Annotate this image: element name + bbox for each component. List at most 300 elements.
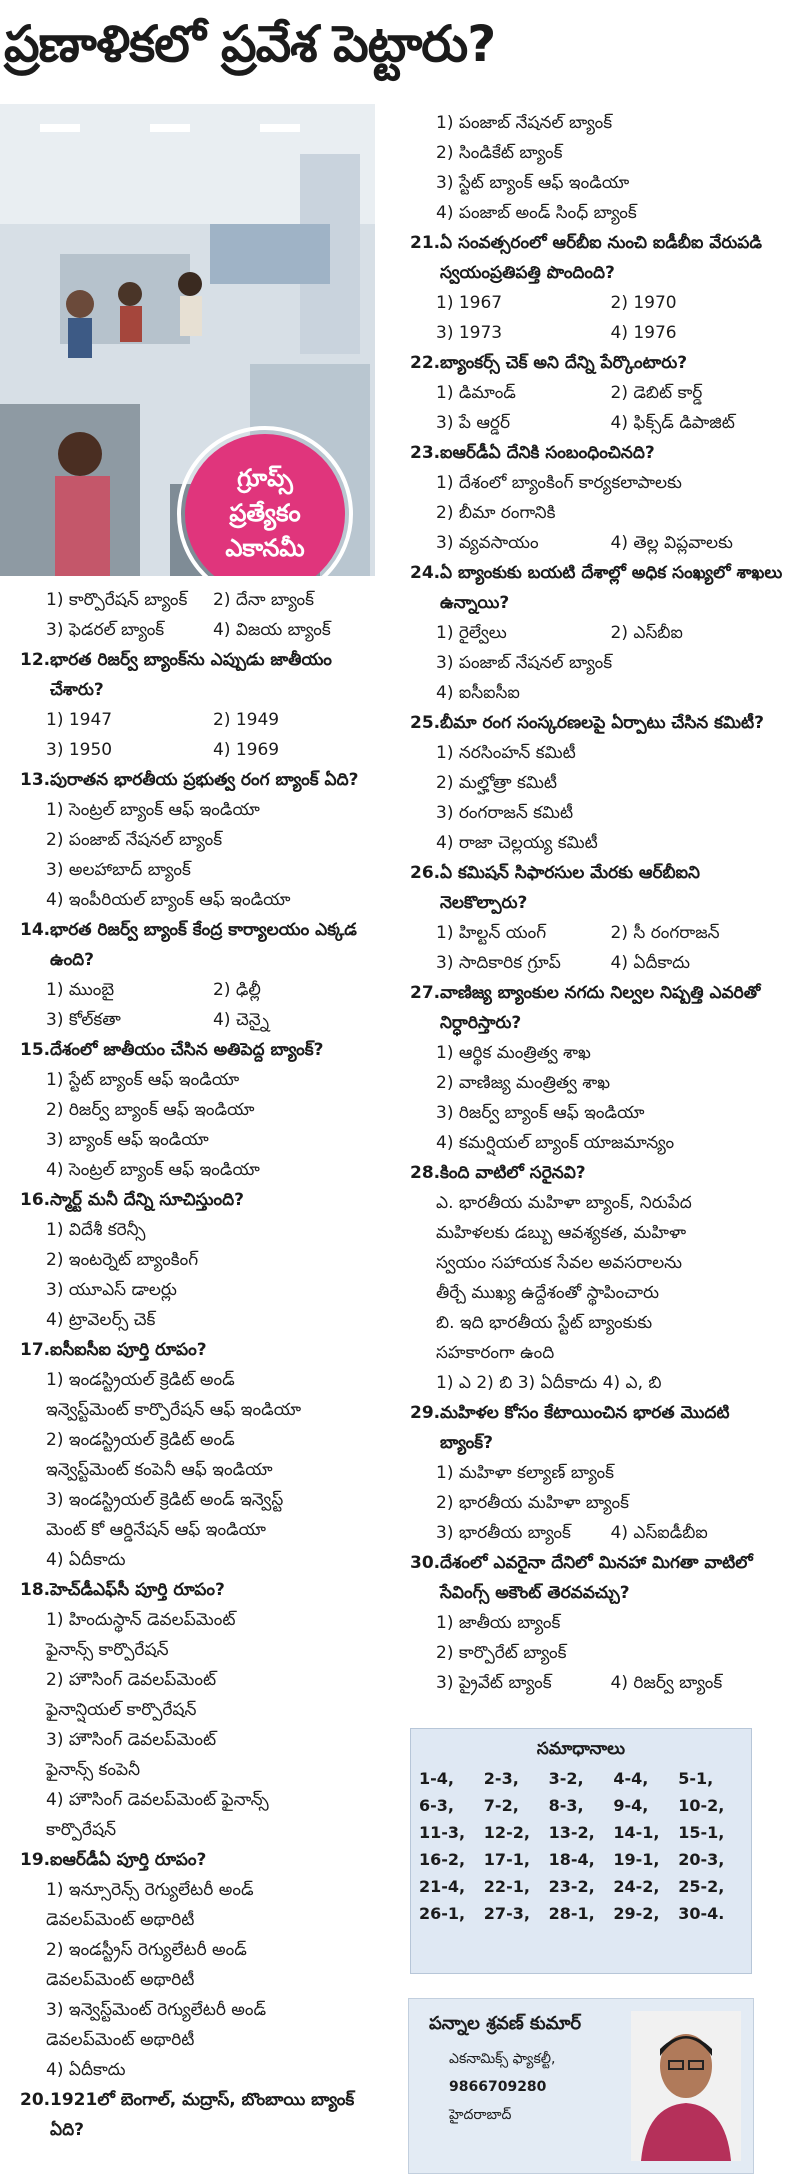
- option: బి. ఇది భారతీయ స్టేట్ బ్యాంకుకు: [436, 1313, 653, 1333]
- option: 4) ఏదీకాదు: [610, 953, 691, 973]
- option-row: [46, 1245, 380, 1275]
- question-options: [20, 1215, 380, 1335]
- option: 1) దేశంలో బ్యాంకింగ్ కార్యకలాపాలకు: [436, 473, 682, 493]
- option-row: [436, 1368, 785, 1398]
- answers-title: సమాధానాలు: [536, 1739, 626, 1759]
- question-number: 17.: [20, 1340, 51, 1360]
- option-row: [436, 1518, 785, 1548]
- answer-item: 22-1,: [483, 1877, 530, 1896]
- answer-item: 19-1,: [613, 1850, 660, 1869]
- question-options: [410, 1038, 785, 1158]
- option-row: [46, 1425, 380, 1455]
- option-row: [46, 1365, 380, 1395]
- option: 1) ఎ 2) బి 3) ఏదీకాదు 4) ఎ, బి: [436, 1373, 662, 1393]
- option: 2) రిజర్వ్ బ్యాంక్ ఆఫ్ ఇండియా: [46, 1100, 255, 1120]
- option-row: [436, 318, 785, 348]
- option: 4) తెల్ల విప్లవాలకు: [610, 533, 733, 553]
- option: 3) సాదికారిక గ్రూప్: [436, 953, 561, 973]
- question-number: 28.: [410, 1163, 441, 1183]
- option: 1) ఆర్థిక మంత్రిత్వ శాఖ: [436, 1043, 591, 1063]
- option-row: [436, 108, 785, 138]
- option: 3) స్టేట్ బ్యాంక్ ఆఫ్ ఇండియా: [436, 173, 630, 193]
- question-title: [20, 915, 380, 975]
- answer-item: 12-2,: [483, 1823, 530, 1842]
- q20-options: [410, 108, 785, 228]
- option-row: [436, 1458, 785, 1488]
- question-text: ఏ సంవత్సరంలో ఆర్‌బీఐ నుంచి ఐడీబీఐ వేరుపడి స్వయంప్రతిపత్తి పొందింది?: [440, 233, 762, 283]
- answer-item: 14-1,: [613, 1823, 660, 1842]
- section-badge: [175, 424, 355, 576]
- option: డెవలప్‌మెంట్ అథారిటీ: [46, 1910, 195, 1930]
- option: 1) 1947: [46, 710, 113, 730]
- option-row: [46, 2025, 380, 2055]
- option: 2) మల్హోత్రా కమిటీ: [436, 773, 557, 793]
- option: 1) స్టేట్ బ్యాంక్ ఆఫ్ ఇండియా: [46, 1070, 240, 1090]
- answer-item: 28-1,: [548, 1904, 595, 1923]
- question-title: [20, 1035, 380, 1065]
- badge-line1: గ్రూప్స్: [237, 464, 293, 492]
- question-text: భారత రిజర్వ్ బ్యాంక్‌ను ఎప్పుడు జాతీయం చేశారు?: [50, 650, 332, 700]
- option-row: [46, 1965, 380, 1995]
- question-item: [410, 228, 785, 348]
- question-text: ఐఆర్‌డీఏ పూర్తి రూపం?: [50, 1850, 207, 1870]
- question-options: [20, 975, 380, 1035]
- author-city: హైదరాబాద్: [449, 2107, 512, 2123]
- author-role: ఎకనామిక్స్ ఫ్యాకల్టీ,: [449, 2051, 556, 2067]
- option: 3) భారతీయ బ్యాంక్: [436, 1523, 571, 1543]
- option: 3) బ్యాంక్ ఆఫ్ ఇండియా: [46, 1130, 209, 1150]
- question-number: 27.: [410, 983, 441, 1003]
- option-row: [46, 885, 380, 915]
- option: 3) ఇండస్ట్రియల్ క్రెడిట్ అండ్ ఇన్వెస్ట్: [46, 1490, 284, 1510]
- question-item: [410, 1158, 785, 1398]
- option-row: [46, 1995, 380, 2025]
- option-row: [436, 498, 785, 528]
- option: 4) ఇంపీరియల్ బ్యాంక్ ఆఫ్ ఇండియా: [46, 890, 291, 910]
- option-row: [46, 1155, 380, 1185]
- answer-item: 13-2,: [548, 1823, 595, 1842]
- option: 1) కార్పొరేషన్ బ్యాంక్: [46, 590, 188, 610]
- question-item: [410, 708, 785, 858]
- answer-item: 30-4.: [678, 1904, 725, 1923]
- answer-item: 29-2,: [613, 1904, 660, 1923]
- badge-line2: ప్రత్యేకం: [229, 499, 301, 527]
- answer-item: 23-2,: [548, 1877, 595, 1896]
- option: 1) సెంట్రల్ బ్యాంక్ ఆఫ్ ఇండియా: [46, 800, 260, 820]
- option: 2) డెబిట్ కార్డ్: [610, 383, 703, 403]
- question-title: [20, 645, 380, 705]
- question-number: 24.: [410, 563, 441, 583]
- answer-item: 16-2,: [419, 1850, 466, 1869]
- option: ఫైనాన్షియల్ కార్పొరేషన్: [46, 1700, 197, 1720]
- author-portrait: [631, 2011, 741, 2161]
- answer-item: 5-1,: [678, 1769, 714, 1788]
- option-row: [436, 618, 785, 648]
- option-row: [46, 1275, 380, 1305]
- option-row: [436, 648, 785, 678]
- option-row: [46, 1485, 380, 1515]
- option-row: [436, 918, 785, 948]
- option: 3) పే ఆర్డర్: [436, 413, 511, 433]
- option-row: [436, 798, 785, 828]
- question-text: ఐసీఐసీఐ పూర్తి రూపం?: [50, 1340, 207, 1360]
- option: 3) 1973: [436, 323, 503, 343]
- intro-options: [20, 585, 380, 645]
- answer-item: 21-4,: [419, 1877, 466, 1896]
- option-row: [46, 1755, 380, 1785]
- answer-item: 3-2,: [548, 1769, 584, 1788]
- question-text: స్మార్ట్ మనీ దేన్ని సూచిస్తుంది?: [50, 1190, 244, 1210]
- option-row: [436, 528, 785, 558]
- option: 3) హౌసింగ్ డెవలప్‌మెంట్: [46, 1730, 217, 1750]
- option: 1) హిందుస్థాన్ డెవలప్‌మెంట్: [46, 1610, 236, 1630]
- option: ఎ. భారతీయ మహిళా బ్యాంక్, నిరుపేద: [436, 1193, 692, 1213]
- option: 4) హౌసింగ్ డెవలప్‌మెంట్ ఫైనాన్స్: [46, 1790, 269, 1810]
- option: సహకారంగా ఉంది: [436, 1343, 555, 1363]
- option: 4) కమర్షియల్ బ్యాంక్ యాజమాన్యం: [436, 1133, 675, 1153]
- option-row: [436, 1068, 785, 1098]
- question-item: [20, 1575, 380, 1845]
- option: మెంట్ కో ఆర్డినేషన్ ఆఫ్ ఇండియా: [46, 1520, 266, 1540]
- option: 2) ఇంటర్నెట్ బ్యాంకింగ్: [46, 1250, 199, 1270]
- option: 1) డిమాండ్: [436, 383, 516, 403]
- option-row: [436, 168, 785, 198]
- right-column: [410, 108, 785, 1698]
- question-item: [20, 915, 380, 1035]
- answer-item: 10-2,: [678, 1796, 725, 1815]
- option: 3) 1950: [46, 740, 113, 760]
- option-row: [46, 1935, 380, 1965]
- question-number: 29.: [410, 1403, 441, 1423]
- option: ఇన్వెస్ట్‌మెంట్ కంపెనీ ఆఫ్ ఇండియా: [46, 1460, 273, 1480]
- option-row: [436, 198, 785, 228]
- option-row: [46, 1515, 380, 1545]
- question-number: 18.: [20, 1580, 51, 1600]
- option-row: [46, 1125, 380, 1155]
- question-item: [410, 978, 785, 1158]
- option: 4) 1976: [610, 323, 677, 343]
- option: కార్పొరేషన్: [46, 1820, 117, 1840]
- option: 1) నరసింహన్ కమిటీ: [436, 743, 576, 763]
- option: 3) ఇన్వెస్ట్‌మెంట్ రెగ్యులేటరీ అండ్: [46, 2000, 267, 2020]
- question-title: [410, 438, 785, 468]
- option: 4) రాజా చెల్లయ్య కమిటీ: [436, 833, 598, 853]
- question-number: 19.: [20, 1850, 51, 1870]
- question-options: [20, 1875, 380, 2085]
- answers-box: [410, 1728, 752, 1974]
- option: 4) విజయ బ్యాంక్: [213, 620, 331, 640]
- author-box: [408, 1998, 754, 2174]
- option: 4) ఐసీఐసీఐ: [436, 683, 520, 703]
- option-row: [436, 1638, 785, 1668]
- author-name: పన్నాల శ్రవణ్ కుమార్: [429, 2013, 582, 2034]
- question-text: మహిళల కోసం కేటాయించిన భారత మొదటి బ్యాంక్?: [440, 1403, 730, 1453]
- option-row: [436, 1278, 785, 1308]
- option-row: [46, 1725, 380, 1755]
- option-row: [436, 1218, 785, 1248]
- option: 4) రిజర్వ్ బ్యాంక్: [610, 1673, 723, 1693]
- question-text: బ్యాంకర్స్ చెక్ అని దేన్ని పేర్కొంటారు?: [440, 353, 688, 373]
- answer-item: 11-3,: [419, 1823, 466, 1842]
- question-list-left: [20, 645, 380, 2145]
- option-row: [46, 1215, 380, 1245]
- question-options: [20, 795, 380, 915]
- option-row: [46, 1455, 380, 1485]
- question-text: బీమా రంగ సంస్కరణలపై ఏర్పాటు చేసిన కమిటీ?: [440, 713, 764, 733]
- option-row: [46, 705, 380, 735]
- question-options: [410, 918, 785, 978]
- option-row: [436, 1038, 785, 1068]
- left-column: [20, 585, 380, 2145]
- question-title: [410, 708, 785, 738]
- question-text: భారత రిజర్వ్ బ్యాంక్ కేంద్ర కార్యాలయం ఎక్కడ ఉంది?: [50, 920, 357, 970]
- question-title: [410, 1548, 785, 1608]
- option: 1) విదేశీ కరెన్సీ: [46, 1220, 146, 1240]
- option-row: [436, 1488, 785, 1518]
- option: 3) అలహాబాద్ బ్యాంక్: [46, 860, 191, 880]
- question-options: [20, 705, 380, 765]
- answer-item: 26-1,: [419, 1904, 466, 1923]
- question-text: హెచ్‌డీఎఫ్‌సీ పూర్తి రూపం?: [50, 1580, 225, 1600]
- option: 1) హిల్టన్ యంగ్: [436, 923, 547, 943]
- option-row: [46, 795, 380, 825]
- option-row: [46, 975, 380, 1005]
- question-item: [20, 1185, 380, 1335]
- answer-item: 8-3,: [548, 1796, 584, 1815]
- option: 1) ఇండస్ట్రియల్ క్రెడిట్ అండ్: [46, 1370, 235, 1390]
- question-options: [20, 1065, 380, 1185]
- option: డెవలప్‌మెంట్ అథారిటీ: [46, 2030, 195, 2050]
- question-text: దేశంలో జాతీయం చేసిన అతిపెద్ద బ్యాంక్?: [50, 1040, 324, 1060]
- question-title: [20, 1845, 380, 1875]
- option: 2) ఢిల్లీ: [213, 980, 261, 1000]
- option: 2) బీమా రంగానికి: [436, 503, 556, 523]
- option: 3) వ్యవసాయం: [436, 533, 539, 553]
- answer-item: 9-4,: [613, 1796, 649, 1815]
- option: 4) పంజాబ్ అండ్ సింధ్ బ్యాంక్: [436, 203, 637, 223]
- question-number: 30.: [410, 1553, 441, 1573]
- option: 1) 1967: [436, 293, 503, 313]
- option: 2) 1949: [213, 710, 280, 730]
- question-item: [20, 1335, 380, 1575]
- question-title: [410, 348, 785, 378]
- question-text: దేశంలో ఎవరైనా దేనిలో మినహా మిగతా వాటిలో సేవింగ్స్ అకౌంట్ తెరవవచ్చు?: [440, 1553, 753, 1603]
- question-number: 22.: [410, 353, 441, 373]
- answer-item: 20-3,: [678, 1850, 725, 1869]
- answer-item: 1-4,: [419, 1769, 454, 1788]
- question-item: [410, 558, 785, 708]
- option-row: [436, 828, 785, 858]
- question-options: [410, 738, 785, 858]
- option: 2) కార్పొరేట్ బ్యాంక్: [436, 1643, 567, 1663]
- option-row: [436, 678, 785, 708]
- option: 3) రంగరాజన్ కమిటీ: [436, 803, 574, 823]
- question-title: [20, 1335, 380, 1365]
- option: 4) ఏదీకాదు: [46, 1550, 126, 1570]
- option: 4) 1969: [213, 740, 280, 760]
- option-row: [436, 468, 785, 498]
- option: 3) ప్రైవేట్ బ్యాంక్: [436, 1673, 552, 1693]
- answer-item: 4-4,: [613, 1769, 649, 1788]
- question-item: [410, 348, 785, 438]
- option: 3) యూఎస్ డాలర్లు: [46, 1280, 177, 1300]
- option: 2) దేనా బ్యాంక్: [213, 590, 315, 610]
- question-number: 15.: [20, 1040, 51, 1060]
- question-options: [410, 468, 785, 558]
- option: 1) మహిళా కల్యాణ్ బ్యాంక్: [436, 1463, 614, 1483]
- question-text: ఏ కమిషన్ సిఫారసుల మేరకు ఆర్‌బీఐని నెలకొల్పారు?: [440, 863, 700, 913]
- option-row: [46, 1065, 380, 1095]
- option-row: [436, 948, 785, 978]
- question-number: 13.: [20, 770, 51, 790]
- option: 3) పంజాబ్ నేషనల్ బ్యాంక్: [436, 653, 613, 673]
- option: 2) సిండికేట్ బ్యాంక్: [436, 143, 563, 163]
- option-row: [436, 1248, 785, 1278]
- option: 1) పంజాబ్ నేషనల్ బ్యాంక్: [436, 113, 613, 133]
- question-title: [410, 1398, 785, 1458]
- option-row: [46, 735, 380, 765]
- question-number: 12.: [20, 650, 51, 670]
- option-row: [436, 288, 785, 318]
- option: 2) పంజాబ్ నేషనల్ బ్యాంక్: [46, 830, 223, 850]
- option: 2) 1970: [610, 293, 677, 313]
- answer-item: 27-3,: [483, 1904, 530, 1923]
- question-options: [410, 1458, 785, 1548]
- option: ఇన్వెస్ట్‌మెంట్ కార్పొరేషన్ ఆఫ్ ఇండియా: [46, 1400, 302, 1420]
- question-number: 21.: [410, 233, 441, 253]
- option: 4) ఫిక్స్‌డ్ డిపాజిట్: [610, 413, 735, 433]
- option-row: [436, 738, 785, 768]
- option-row: [46, 855, 380, 885]
- question-title: [410, 1158, 785, 1188]
- question-options: [410, 378, 785, 438]
- option: 2) ఇండస్ట్రియల్ క్రెడిట్ అండ్: [46, 1430, 235, 1450]
- question-text: కింది వాటిలో సరైనవి?: [440, 1163, 586, 1183]
- option: 2) భారతీయ మహిళా బ్యాంక్: [436, 1493, 629, 1513]
- option: 4) సెంట్రల్ బ్యాంక్ ఆఫ్ ఇండియా: [46, 1160, 260, 1180]
- question-title: [20, 1575, 380, 1605]
- question-item: [20, 2085, 380, 2145]
- question-text: ఏ బ్యాంకుకు బయటి దేశాల్లో అధిక సంఖ్యలో శాఖలు ఉన్నాయి?: [440, 563, 783, 613]
- question-text: వాణిజ్య బ్యాంకుల నగదు నిల్వల నిష్పత్తి ఎవరితో నిర్ధారిస్తారు?: [440, 983, 761, 1033]
- badge-line3: ఎకానమీ: [225, 534, 305, 562]
- option: 1) జాతీయ బ్యాంక్: [436, 1613, 561, 1633]
- question-item: [20, 645, 380, 765]
- question-item: [410, 858, 785, 978]
- option: 3) ఫెడరల్ బ్యాంక్: [46, 620, 165, 640]
- option-row: [436, 1608, 785, 1638]
- question-options: [410, 618, 785, 708]
- option-row: [46, 1905, 380, 1935]
- option: 4) ఎస్‌ఐడీబీఐ: [610, 1523, 708, 1543]
- option-row: [46, 1815, 380, 1845]
- option-row: [436, 768, 785, 798]
- question-title: [410, 858, 785, 918]
- option: తీర్చే ముఖ్య ఉద్దేశంతో స్థాపించారు: [436, 1283, 659, 1303]
- answer-item: 15-1,: [678, 1823, 725, 1842]
- question-options: [20, 1365, 380, 1575]
- option-row: [436, 138, 785, 168]
- option-row: [46, 1785, 380, 1815]
- option-row: [436, 1098, 785, 1128]
- question-options: [410, 288, 785, 348]
- option-row: [436, 1308, 785, 1338]
- answer-item: 18-4,: [548, 1850, 595, 1869]
- option-row: [46, 1695, 380, 1725]
- question-text: పురాతన భారతీయ ప్రభుత్వ రంగ బ్యాంక్ ఏది?: [50, 770, 359, 790]
- option-row: [46, 825, 380, 855]
- question-item: [410, 1398, 785, 1548]
- option: 1) రైల్వేలు: [436, 623, 507, 643]
- option: 2) హౌసింగ్ డెవలప్‌మెంట్: [46, 1670, 217, 1690]
- option-row: [46, 1095, 380, 1125]
- question-number: 23.: [410, 443, 441, 463]
- option: 1) ఇన్సూరెన్స్ రెగ్యులేటరీ అండ్: [46, 1880, 254, 1900]
- question-options: [20, 1605, 380, 1845]
- option-row: [436, 1668, 785, 1698]
- option: 2) ఇండస్ట్రీస్ రెగ్యులేటరీ అండ్: [46, 1940, 247, 1960]
- question-title: [20, 2085, 380, 2145]
- answer-item: 25-2,: [678, 1877, 725, 1896]
- option-row: [46, 1875, 380, 1905]
- option-row: [46, 2055, 380, 2085]
- option: 2) వాణిజ్య మంత్రిత్వ శాఖ: [436, 1073, 611, 1093]
- question-text: ఐఆర్‌డీఏ దేనికి సంబంధించినది?: [440, 443, 655, 463]
- option-row: [46, 1635, 380, 1665]
- option: ఫైనాన్స్ కార్పొరేషన్: [46, 1640, 169, 1660]
- answer-item: 17-1,: [483, 1850, 530, 1869]
- page-headline: ప్రణాళికలో ప్రవేశ పెట్టారు?: [4, 15, 496, 73]
- option: 1) ముంబై: [46, 980, 115, 1000]
- answer-item: 6-3,: [419, 1796, 454, 1815]
- option-row: [436, 1128, 785, 1158]
- author-phone: 9866709280: [449, 2079, 547, 2095]
- option: 2) ఎస్‌బీఐ: [610, 623, 683, 643]
- answer-item: 24-2,: [613, 1877, 660, 1896]
- answers-grid: [411, 1763, 751, 1923]
- question-options: [410, 1188, 785, 1398]
- question-options: [410, 1608, 785, 1698]
- option-row: [436, 1338, 785, 1368]
- question-title: [410, 228, 785, 288]
- option: 2) సీ రంగరాజన్: [610, 923, 720, 943]
- option-row: [436, 378, 785, 408]
- question-number: 14.: [20, 920, 51, 940]
- option: స్వయం సహాయక సేవల అవసరాలను: [436, 1253, 682, 1273]
- question-number: 25.: [410, 713, 441, 733]
- option-row: [46, 1665, 380, 1695]
- option: ఫైనాన్స్ కంపెనీ: [46, 1760, 141, 1780]
- question-number: 20.: [20, 2090, 51, 2110]
- question-number: 26.: [410, 863, 441, 883]
- question-item: [410, 1548, 785, 1698]
- question-item: [410, 438, 785, 558]
- option: 4) ట్రావెలర్స్ చెక్: [46, 1310, 156, 1330]
- option-row: [46, 1305, 380, 1335]
- question-title: [20, 1185, 380, 1215]
- question-item: [20, 1035, 380, 1185]
- question-item: [20, 1845, 380, 2085]
- bank-hall-photo: [0, 104, 375, 576]
- option: 4) చెన్నై: [213, 1010, 269, 1030]
- option-row: [46, 1605, 380, 1635]
- answer-item: 2-3,: [483, 1769, 519, 1788]
- question-number: 16.: [20, 1190, 51, 1210]
- option: 3) కోల్‌కతా: [46, 1010, 121, 1030]
- question-title: [20, 765, 380, 795]
- answer-item: 7-2,: [483, 1796, 519, 1815]
- option-row: [436, 1188, 785, 1218]
